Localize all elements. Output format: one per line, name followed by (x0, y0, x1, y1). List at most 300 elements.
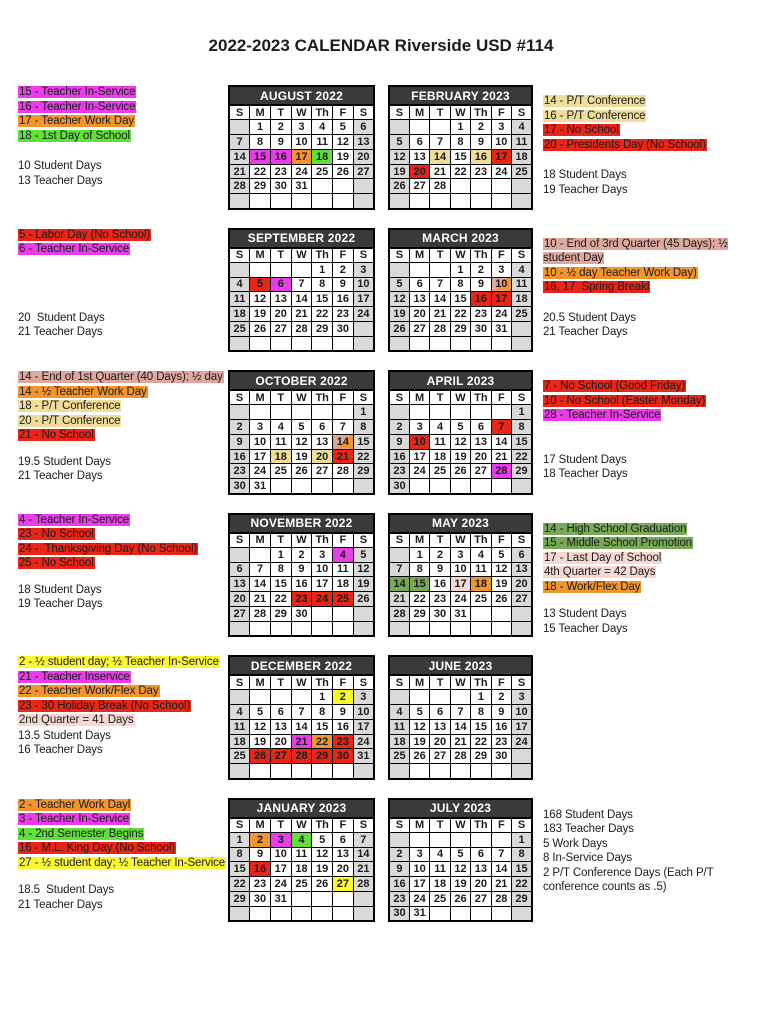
day-cell (312, 606, 333, 621)
day-cell: 8 (450, 277, 470, 292)
day-cell: 4 (430, 420, 450, 435)
day-cell: 25 (430, 891, 450, 906)
day-cell: 29 (450, 321, 470, 336)
day-cell: 31 (491, 321, 511, 336)
day-cell: 4 (270, 420, 291, 435)
day-cell: 5 (389, 277, 409, 292)
calendar-table (228, 228, 375, 353)
day-cell: 10 (409, 862, 429, 877)
day-cell (291, 479, 312, 494)
day-of-week-header: S (512, 818, 532, 833)
day-cell: 28 (353, 877, 374, 892)
day-cell: 29 (471, 749, 491, 764)
day-cell (471, 764, 491, 779)
day-cell: 28 (250, 606, 271, 621)
month-title: AUGUST 2022 (229, 86, 374, 105)
day-cell (229, 690, 250, 705)
day-cell (333, 479, 354, 494)
day-cell: 26 (491, 592, 511, 607)
note-line (18, 527, 228, 542)
day-cell (291, 891, 312, 906)
day-cell: 15 (353, 434, 374, 449)
day-cell: 19 (291, 449, 312, 464)
day-of-week-header: M (250, 675, 271, 690)
note-line (18, 856, 228, 871)
note-highlight: 23 - 30 Holiday Break (No School) (19, 699, 191, 712)
day-cell: 11 (229, 719, 250, 734)
day-cell: 29 (409, 606, 429, 621)
day-cell: 11 (430, 862, 450, 877)
day-cell: 26 (312, 877, 333, 892)
day-cell: 29 (312, 749, 333, 764)
day-cell: 4 (471, 547, 491, 562)
day-cell (512, 764, 532, 779)
day-cell: 6 (229, 562, 250, 577)
day-cell: 27 (512, 592, 532, 607)
day-cell: 22 (353, 449, 374, 464)
day-cell (409, 764, 429, 779)
day-cell: 1 (312, 262, 333, 277)
day-cell: 13 (409, 149, 429, 164)
day-cell (512, 336, 532, 351)
day-cell: 30 (333, 321, 354, 336)
day-cell (409, 336, 429, 351)
note-highlight: 4th Quarter = 42 Days (544, 566, 656, 578)
day-cell (250, 547, 271, 562)
note-line (18, 699, 228, 714)
day-cell: 1 (353, 405, 374, 420)
day-cell (353, 891, 374, 906)
day-cell (491, 194, 511, 209)
day-cell (229, 764, 250, 779)
day-of-week-header: M (250, 390, 271, 405)
day-cell: 12 (250, 719, 271, 734)
left-notes (18, 85, 228, 228)
day-cell (389, 120, 409, 135)
day-cell: 17 (409, 449, 429, 464)
calendar-table (228, 798, 375, 923)
day-cell: 21 (491, 449, 511, 464)
note-line (18, 242, 228, 257)
note-highlight: 23 - No School (19, 528, 94, 540)
right-notes (533, 655, 762, 798)
day-cell (512, 906, 532, 921)
day-of-week-header: S (512, 248, 532, 263)
day-cell: 7 (229, 135, 250, 150)
day-cell: 3 (353, 262, 374, 277)
note-line (543, 280, 740, 295)
day-cell: 25 (389, 749, 409, 764)
day-cell (229, 262, 250, 277)
note-highlight: 16 - M.L. King Day (No School) (19, 842, 176, 854)
stats (18, 583, 228, 612)
day-cell (250, 690, 271, 705)
day-cell: 17 (353, 292, 374, 307)
left-notes (18, 228, 228, 371)
day-cell (512, 606, 532, 621)
day-cell: 3 (250, 420, 271, 435)
note-line (18, 841, 228, 856)
day-cell: 11 (512, 277, 532, 292)
day-cell: 29 (229, 891, 250, 906)
day-cell: 15 (450, 149, 470, 164)
note-line (543, 109, 740, 124)
day-cell: 22 (270, 592, 291, 607)
day-cell: 19 (389, 307, 409, 322)
day-of-week-header: S (229, 533, 250, 548)
stat-line: 13 Teacher Days (18, 174, 103, 187)
day-cell: 8 (471, 705, 491, 720)
day-cell: 18 (430, 877, 450, 892)
day-of-week-header: F (491, 533, 511, 548)
day-cell (291, 764, 312, 779)
day-cell: 6 (409, 277, 429, 292)
day-of-week-header: F (491, 105, 511, 120)
column-spacer (375, 85, 388, 228)
calendar-table (228, 655, 375, 780)
day-of-week-header: S (353, 533, 374, 548)
day-cell: 18 (389, 734, 409, 749)
day-cell (312, 336, 333, 351)
day-cell: 20 (409, 307, 429, 322)
day-cell: 24 (291, 164, 312, 179)
day-cell: 17 (491, 292, 511, 307)
day-cell (312, 906, 333, 921)
day-of-week-header: W (291, 818, 312, 833)
day-of-week-header: M (409, 818, 429, 833)
day-cell (291, 690, 312, 705)
day-cell: 21 (333, 449, 354, 464)
day-cell: 10 (250, 434, 271, 449)
day-cell (430, 906, 450, 921)
month-title: DECEMBER 2022 (229, 656, 374, 675)
day-of-week-header: Th (471, 533, 491, 548)
day-cell (409, 120, 429, 135)
day-cell: 23 (250, 877, 271, 892)
day-cell (353, 906, 374, 921)
note-highlight: 17 - No School (544, 124, 619, 136)
day-cell (333, 405, 354, 420)
note-highlight: 25 - No School (19, 557, 94, 569)
day-cell: 12 (291, 434, 312, 449)
note-highlight: 27 - ½ student day; ½ Teacher In-Service (19, 856, 226, 869)
day-cell (430, 764, 450, 779)
day-cell: 17 (409, 877, 429, 892)
day-cell: 3 (291, 120, 312, 135)
day-cell: 21 (491, 877, 511, 892)
day-cell: 15 (409, 577, 429, 592)
day-of-week-header: S (389, 105, 409, 120)
day-cell: 6 (333, 832, 354, 847)
day-cell: 25 (270, 464, 291, 479)
day-cell: 14 (491, 862, 511, 877)
day-cell: 8 (353, 420, 374, 435)
day-cell: 16 (229, 449, 250, 464)
stat-line: 13 Student Days (543, 608, 627, 620)
day-cell: 23 (229, 464, 250, 479)
day-cell: 21 (229, 164, 250, 179)
calendar-may-2023 (388, 513, 533, 656)
day-cell (270, 405, 291, 420)
day-cell (291, 621, 312, 636)
note-highlight: 20 - P/T Conference (19, 414, 121, 427)
stats (543, 453, 740, 482)
day-cell (312, 479, 333, 494)
day-of-week-header: Th (471, 248, 491, 263)
day-cell: 8 (312, 705, 333, 720)
note-line (18, 812, 228, 827)
day-cell: 16 (333, 719, 354, 734)
day-cell: 11 (229, 292, 250, 307)
day-cell (333, 906, 354, 921)
day-cell: 14 (229, 149, 250, 164)
day-cell: 28 (291, 749, 312, 764)
day-cell: 16 (389, 877, 409, 892)
day-cell: 5 (353, 547, 374, 562)
day-cell: 4 (229, 277, 250, 292)
day-cell: 16 (291, 577, 312, 592)
day-of-week-header: W (450, 248, 470, 263)
note-highlight: 4 - Teacher In-Service (19, 513, 130, 526)
day-cell (353, 336, 374, 351)
day-cell: 20 (229, 592, 250, 607)
day-cell: 17 (353, 719, 374, 734)
note-line (18, 114, 228, 129)
day-cell: 12 (409, 719, 429, 734)
day-cell (430, 832, 450, 847)
note-highlight: 28 - Teacher In-Service (544, 409, 661, 421)
note-highlight: 3 - Teacher In-Service (19, 813, 130, 825)
day-cell (270, 194, 291, 209)
day-cell: 27 (333, 877, 354, 892)
day-of-week-header: Th (471, 675, 491, 690)
note-line (543, 565, 740, 580)
note-line (18, 85, 228, 100)
day-cell (250, 764, 271, 779)
day-cell (450, 405, 470, 420)
day-of-week-header: F (333, 533, 354, 548)
stat-line: 183 Teacher Days (543, 823, 634, 835)
stats (543, 311, 740, 340)
day-cell: 12 (250, 292, 271, 307)
day-cell: 4 (389, 705, 409, 720)
note-line (543, 266, 740, 281)
day-cell: 11 (389, 719, 409, 734)
day-of-week-header: S (353, 105, 374, 120)
day-cell: 21 (430, 164, 450, 179)
day-cell: 14 (430, 292, 450, 307)
day-cell: 28 (389, 606, 409, 621)
day-cell (450, 194, 470, 209)
day-cell: 13 (512, 562, 532, 577)
stat-line: 17 Student Days (543, 453, 627, 466)
day-cell: 21 (250, 592, 271, 607)
day-cell: 20 (512, 577, 532, 592)
day-cell: 10 (353, 705, 374, 720)
stat-line: 15 Teacher Days (543, 622, 628, 635)
calendar-november-2022 (228, 513, 375, 656)
note-line (543, 123, 740, 138)
day-cell: 23 (270, 164, 291, 179)
note-highlight: 21 - Teacher Inservice (19, 670, 130, 683)
calendar-february-2023 (388, 85, 533, 228)
stat-line: 2 P/T Conference Days (Each P/T conference counts as .5) (543, 866, 714, 893)
day-cell (409, 405, 429, 420)
day-cell (270, 764, 291, 779)
day-cell (353, 606, 374, 621)
day-cell: 15 (512, 434, 532, 449)
day-of-week-header: M (409, 105, 429, 120)
day-cell: 3 (409, 847, 429, 862)
calendar-table (388, 228, 533, 353)
day-of-week-header: F (491, 248, 511, 263)
day-cell: 14 (389, 577, 409, 592)
note-highlight: 10 - End of 3rd Quarter (45 Days); ½ student Day (543, 237, 728, 264)
day-cell (430, 336, 450, 351)
day-cell: 22 (312, 734, 333, 749)
note-line (18, 798, 228, 813)
stat-line: 19 Teacher Days (543, 183, 628, 196)
day-cell (389, 764, 409, 779)
day-cell: 16 (389, 449, 409, 464)
day-cell: 19 (450, 449, 470, 464)
calendar-table (228, 85, 375, 210)
day-cell (353, 621, 374, 636)
stats (18, 159, 228, 188)
day-cell: 27 (471, 464, 491, 479)
day-cell (333, 179, 354, 194)
day-cell (491, 179, 511, 194)
calendar-march-2023 (388, 228, 533, 371)
day-cell: 17 (491, 149, 511, 164)
day-cell: 14 (491, 434, 511, 449)
note-highlight: 22 - Teacher Work/Flex Day (19, 685, 159, 697)
note-line (18, 542, 228, 557)
day-cell: 10 (291, 135, 312, 150)
stat-line: 8 In-Service Days (543, 852, 633, 864)
day-cell: 2 (491, 690, 511, 705)
day-of-week-header: F (333, 390, 354, 405)
day-cell (471, 906, 491, 921)
day-cell: 22 (250, 164, 271, 179)
month-title: MAY 2023 (389, 514, 532, 533)
day-of-week-header: T (430, 248, 450, 263)
day-cell: 16 (471, 149, 491, 164)
day-cell: 11 (270, 434, 291, 449)
stats (18, 311, 228, 340)
stat-line: 21 Teacher Days (18, 898, 103, 911)
day-cell: 25 (229, 749, 250, 764)
day-cell: 22 (229, 877, 250, 892)
day-cell: 18 (512, 292, 532, 307)
day-cell (270, 906, 291, 921)
day-of-week-header: W (291, 533, 312, 548)
note-highlight: 7 - No School (Good Friday) (544, 380, 686, 392)
day-of-week-header: S (512, 390, 532, 405)
day-cell: 19 (491, 577, 511, 592)
day-cell (312, 179, 333, 194)
day-cell: 14 (353, 847, 374, 862)
note-line (18, 370, 228, 385)
day-cell: 18 (312, 149, 333, 164)
stat-line: 16 Teacher Days (18, 744, 103, 756)
day-cell: 27 (270, 321, 291, 336)
day-cell (409, 690, 429, 705)
day-cell: 1 (312, 690, 333, 705)
month-title: JUNE 2023 (389, 656, 532, 675)
day-cell: 9 (270, 135, 291, 150)
day-cell: 30 (250, 891, 271, 906)
left-notes (18, 655, 228, 798)
day-cell: 26 (389, 179, 409, 194)
note-highlight: 17 - Teacher Work Day (19, 115, 135, 127)
day-cell: 14 (430, 149, 450, 164)
note-line (543, 138, 740, 153)
day-of-week-header: T (270, 533, 291, 548)
day-cell (512, 321, 532, 336)
day-cell: 13 (312, 434, 333, 449)
day-cell: 31 (409, 906, 429, 921)
day-cell: 15 (312, 292, 333, 307)
day-cell: 8 (312, 277, 333, 292)
note-line (18, 228, 228, 243)
day-cell: 30 (471, 321, 491, 336)
day-cell: 28 (291, 321, 312, 336)
day-cell (471, 479, 491, 494)
day-cell (389, 832, 409, 847)
day-cell (333, 891, 354, 906)
day-cell: 2 (291, 547, 312, 562)
day-cell (450, 621, 470, 636)
day-cell: 30 (389, 479, 409, 494)
day-cell: 18 (430, 449, 450, 464)
day-of-week-header: T (430, 105, 450, 120)
column-spacer (375, 655, 388, 798)
stat-line: 168 Student Days (543, 808, 633, 821)
day-of-week-header: M (409, 533, 429, 548)
day-cell: 3 (353, 690, 374, 705)
day-cell: 1 (450, 262, 470, 277)
calendar-june-2023 (388, 655, 533, 798)
day-cell: 19 (333, 149, 354, 164)
note-line (18, 100, 228, 115)
day-cell (450, 179, 470, 194)
note-line (18, 385, 228, 400)
stats (543, 168, 740, 197)
day-cell: 20 (270, 307, 291, 322)
day-cell (389, 690, 409, 705)
day-cell (250, 621, 271, 636)
day-cell: 6 (471, 420, 491, 435)
day-cell: 9 (389, 434, 409, 449)
day-cell: 6 (312, 420, 333, 435)
note-highlight: 20 - Presidents Day (No School) (544, 138, 706, 151)
stat-line: 10 Student Days (18, 160, 102, 172)
day-cell (409, 194, 429, 209)
day-cell (312, 764, 333, 779)
day-cell: 2 (333, 690, 354, 705)
day-cell: 19 (312, 862, 333, 877)
day-cell: 9 (471, 277, 491, 292)
day-cell: 10 (491, 277, 511, 292)
day-cell: 9 (333, 277, 354, 292)
day-cell: 6 (409, 135, 429, 150)
day-cell: 15 (471, 719, 491, 734)
day-cell: 30 (389, 906, 409, 921)
stat-line: 18 Student Days (543, 169, 627, 181)
day-cell: 15 (450, 292, 470, 307)
day-cell: 25 (512, 164, 532, 179)
